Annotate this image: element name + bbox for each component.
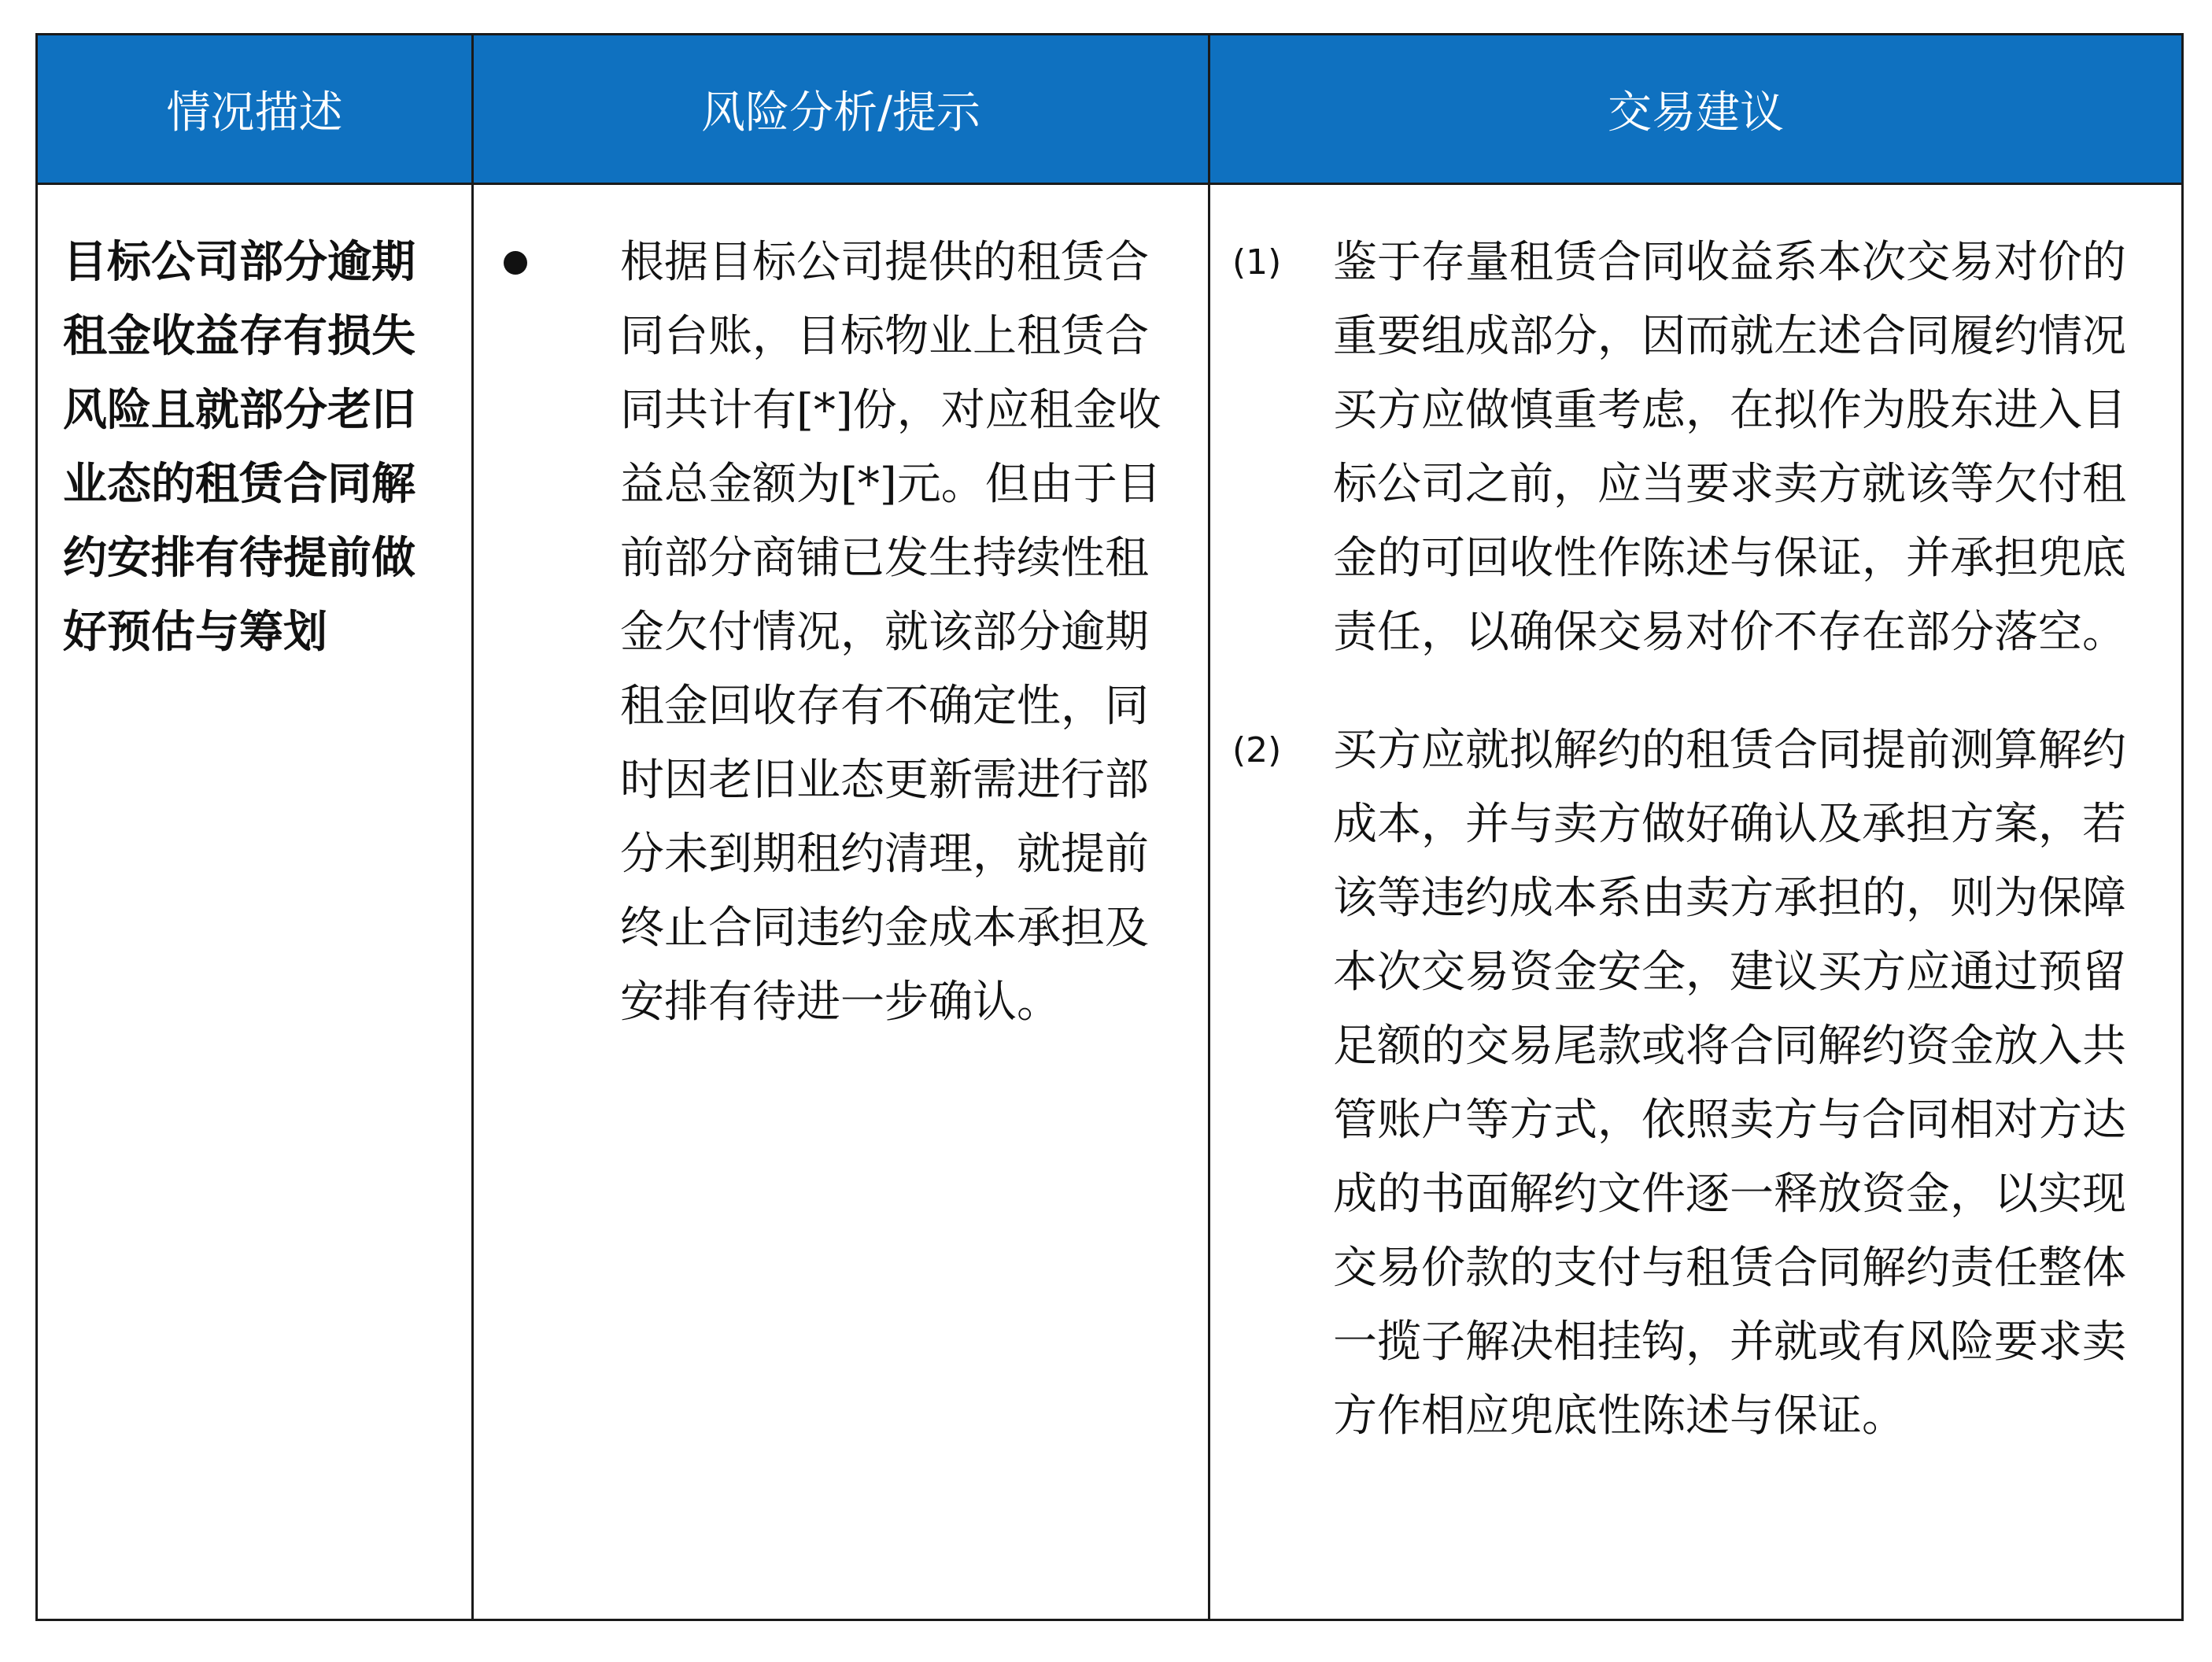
risk-cell [473, 184, 1209, 1620]
situation-cell [37, 184, 473, 1620]
advice-text: 鉴于存量租赁合同收益系本次交易对价的重要组成部分，因而就左述合同履约情况买方应做慎重考虑，在拟作为股东进入目标公司之前，应当要求卖方就该等欠付租金的可回收性作陈述与保证，并承担兜底责任，以确保交易对价不存在部分落空。 [1333, 237, 2126, 658]
table-row [37, 184, 2183, 1620]
header-risk: 风险分析/提示 [473, 35, 1209, 184]
risk-bullet-item [493, 226, 1184, 1040]
bullet-icon [504, 251, 527, 275]
advice-item-1 [1232, 226, 2158, 670]
advice-number: (1) [1232, 242, 1282, 283]
advice-number: (2) [1232, 730, 1282, 770]
advice-text: 买方应就拟解约的租赁合同提前测算解约成本，并与卖方做好确认及承担方案，若该等违约成本系由卖方承担的，则为保障本次交易资金安全，建议买方应通过预留足额的交易尾款或将合同解约资金放入共管账户等方式，依照卖方与合同相对方达成的书面解约文件逐一释放资金，以实现交易价款的支付与租赁合同解约责任整体一揽子解决相挂钩，并就或有风险要求卖方作相应兜底性陈述与保证。 [1333, 725, 2126, 1442]
header-advice: 交易建议 [1209, 35, 2183, 184]
risk-advice-table [35, 33, 2184, 1621]
advice-cell [1209, 184, 2183, 1620]
advice-item-2 [1232, 714, 2158, 1453]
risk-text: 根据目标公司提供的租赁合同台账，目标物业上租赁合同共计有[*]份，对应租金收益总金额为[*]元。但由于目前部分商铺已发生持续性租金欠付情况，就该部分逾期租金回收存有不确定性，同时因老旧业态更新需进行部分未到期租约清理，就提前终止合同违约金成本承担及安排有待进一步确认。 [620, 237, 1161, 1028]
header-situation: 情况描述 [37, 35, 473, 184]
situation-text: 目标公司部分逾期租金收益存有损失风险且就部分老旧业态的租赁合同解约安排有待提前做好预估与筹划 [63, 237, 415, 658]
header-row [37, 35, 2183, 184]
